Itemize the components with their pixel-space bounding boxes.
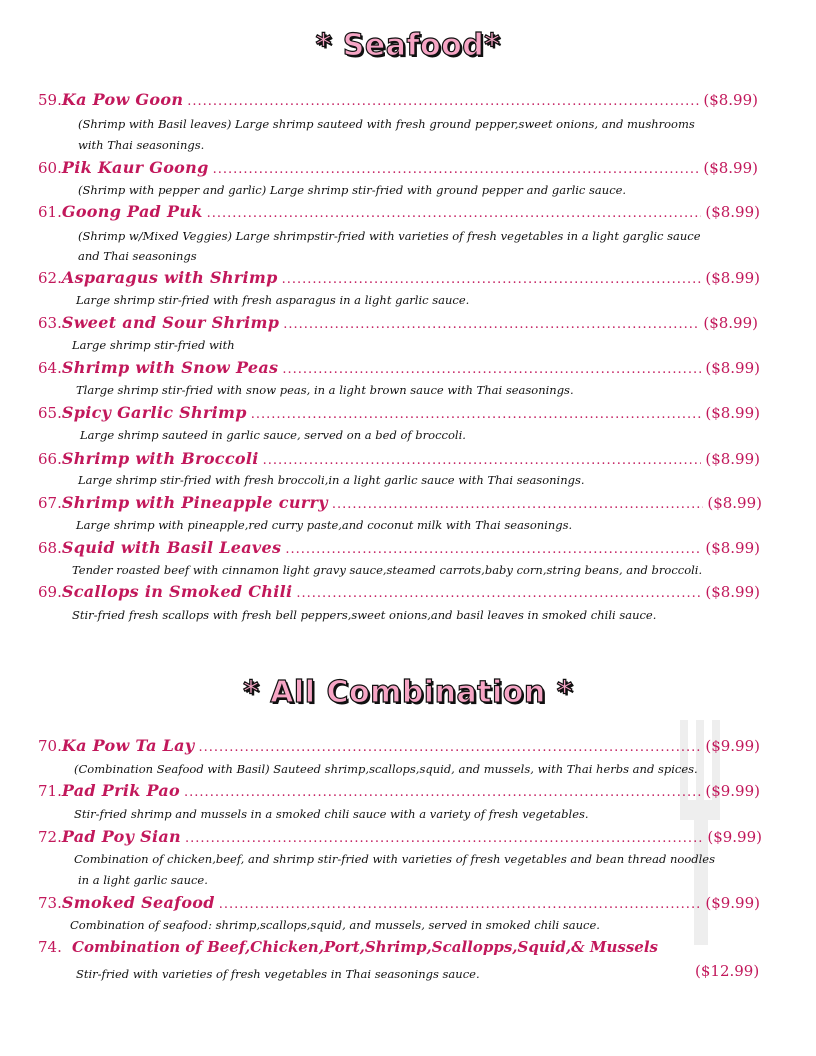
item-description: Combination of chicken,beef, and shrimp stir-fried with varieties of fresh vegetables and bean thread noodles bbox=[74, 852, 715, 866]
item-description: Stir-fried with varieties of fresh vegetables in Thai seasonings sauce. bbox=[76, 967, 480, 981]
item-name: Shrimp with Pineapple curry bbox=[61, 493, 328, 512]
item-description: (Shrimp w/Mixed Veggies) Large shrimpstir-fried with varieties of fresh vegetables in a light garglic sauce bbox=[78, 229, 701, 243]
item-name: Shrimp with Broccoli bbox=[61, 449, 259, 468]
item-name: Shrimp with Snow Peas bbox=[61, 358, 279, 377]
item-price: ($8.99) bbox=[703, 159, 758, 177]
item-number: 66. bbox=[38, 450, 62, 468]
item-name: Ka Pow Ta Lay bbox=[61, 736, 195, 755]
item-description: Stir-fried fresh scallops with fresh bell peppers,sweet onions,and basil leaves in smoked chili sauce. bbox=[72, 608, 657, 622]
item-name: Scallops in Smoked Chili bbox=[61, 582, 293, 601]
leader-dots bbox=[283, 317, 699, 332]
item-number: 61. bbox=[38, 203, 62, 221]
item-number: 68. bbox=[38, 539, 62, 557]
item-description-cont: in a light garlic sauce. bbox=[78, 873, 208, 887]
leader-dots bbox=[184, 785, 701, 800]
leader-dots bbox=[251, 407, 702, 422]
item-number: 69. bbox=[38, 583, 62, 601]
item-number: 70. bbox=[38, 737, 62, 755]
item-description-cont: with Thai seasonings. bbox=[78, 138, 205, 152]
item-price: ($9.99) bbox=[705, 782, 760, 800]
item-price: ($8.99) bbox=[705, 269, 760, 287]
item-description: Large shrimp stir-fried with fresh broccoli,in a light garlic sauce with Thai seasonings. bbox=[78, 473, 585, 487]
item-price: ($8.99) bbox=[703, 314, 758, 332]
leader-dots bbox=[332, 497, 704, 512]
item-description: Large shrimp with pineapple,red curry paste,and coconut milk with Thai seasonings. bbox=[76, 518, 573, 532]
item-number: 67. bbox=[38, 494, 62, 512]
item-name: Spicy Garlic Shrimp bbox=[61, 403, 247, 422]
item-description: (Shrimp with Basil leaves) Large shrimp sauteed with fresh ground pepper,sweet onions, and mushrooms bbox=[78, 117, 695, 131]
item-price: ($8.99) bbox=[707, 494, 762, 512]
item-name: Pik Kaur Goong bbox=[61, 158, 209, 177]
item-description: Combination of seafood: shrimp,scallops,squid, and mussels, served in smoked chili sauce. bbox=[70, 918, 600, 932]
leader-dots bbox=[285, 542, 701, 557]
item-name: Combination of Beef,Chicken,Port,Shrimp,Scallopps,Squid,& Mussels bbox=[72, 938, 658, 956]
item-description: (Combination Seafood with Basil) Sauteed shrimp,scallops,squid, and mussels, with Thai herbs and spices. bbox=[74, 762, 698, 776]
leader-dots bbox=[296, 586, 701, 601]
item-number: 60. bbox=[38, 159, 62, 177]
item-price: ($9.99) bbox=[707, 828, 762, 846]
item-price: ($8.99) bbox=[705, 583, 760, 601]
item-description: Tlarge shrimp stir-fried with snow peas, in a light brown sauce with Thai seasonings. bbox=[76, 383, 574, 397]
item-description: Tender roasted beef with cinnamon light gravy sauce,steamed carrots,baby corn,string beans, and broccoli. bbox=[72, 563, 703, 577]
leader-dots bbox=[207, 206, 702, 221]
item-number: 72. bbox=[38, 828, 62, 846]
item-name: Squid with Basil Leaves bbox=[61, 538, 282, 557]
leader-dots bbox=[263, 453, 702, 468]
all-combination-heading: * All Combination * bbox=[243, 675, 573, 710]
item-number: 63. bbox=[38, 314, 62, 332]
item-description: Large shrimp stir-fried with fresh asparagus in a light garlic sauce. bbox=[76, 293, 470, 307]
leader-dots bbox=[282, 362, 701, 377]
item-number: 65. bbox=[38, 404, 62, 422]
item-number: 62. bbox=[38, 269, 62, 287]
item-description-cont: and Thai seasonings bbox=[78, 249, 197, 263]
item-description: (Shrimp with pepper and garlic) Large shrimp stir-fried with ground pepper and garlic sauce. bbox=[78, 183, 627, 197]
item-name: Goong Pad Puk bbox=[61, 202, 203, 221]
item-price: ($9.99) bbox=[705, 737, 760, 755]
leader-dots bbox=[213, 162, 700, 177]
item-price: ($8.99) bbox=[705, 203, 760, 221]
item-price: ($9.99) bbox=[705, 894, 760, 912]
item-name: Asparagus with Shrimp bbox=[61, 268, 278, 287]
item-name: Pad Prik Pao bbox=[61, 781, 181, 800]
item-number: 74. bbox=[38, 938, 62, 956]
leader-dots bbox=[185, 831, 703, 846]
item-name: Sweet and Sour Shrimp bbox=[61, 313, 280, 332]
item-number: 71. bbox=[38, 782, 62, 800]
leader-dots bbox=[282, 272, 702, 287]
item-number: 64. bbox=[38, 359, 62, 377]
item-price: ($8.99) bbox=[705, 359, 760, 377]
item-price: ($8.99) bbox=[705, 450, 760, 468]
item-name: Ka Pow Goon bbox=[61, 90, 184, 109]
item-number: 59. bbox=[38, 91, 62, 109]
leader-dots bbox=[198, 740, 701, 755]
item-description: Large shrimp stir-fried with bbox=[72, 338, 235, 352]
item-description: Stir-fried shrimp and mussels in a smoked chili sauce with a variety of fresh vegetables. bbox=[74, 807, 589, 821]
item-price: ($8.99) bbox=[703, 91, 758, 109]
item-price: ($8.99) bbox=[705, 539, 760, 557]
seafood-heading: * Seafood* bbox=[315, 28, 501, 63]
item-description: Large shrimp sauteed in garlic sauce, served on a bed of broccoli. bbox=[80, 428, 466, 442]
item-price: ($12.99) bbox=[695, 962, 760, 980]
item-name: Smoked Seafood bbox=[61, 893, 215, 912]
leader-dots bbox=[187, 94, 699, 109]
leader-dots bbox=[219, 897, 702, 912]
item-price: ($8.99) bbox=[705, 404, 760, 422]
item-name: Pad Poy Sian bbox=[61, 827, 181, 846]
item-number: 73. bbox=[38, 894, 62, 912]
